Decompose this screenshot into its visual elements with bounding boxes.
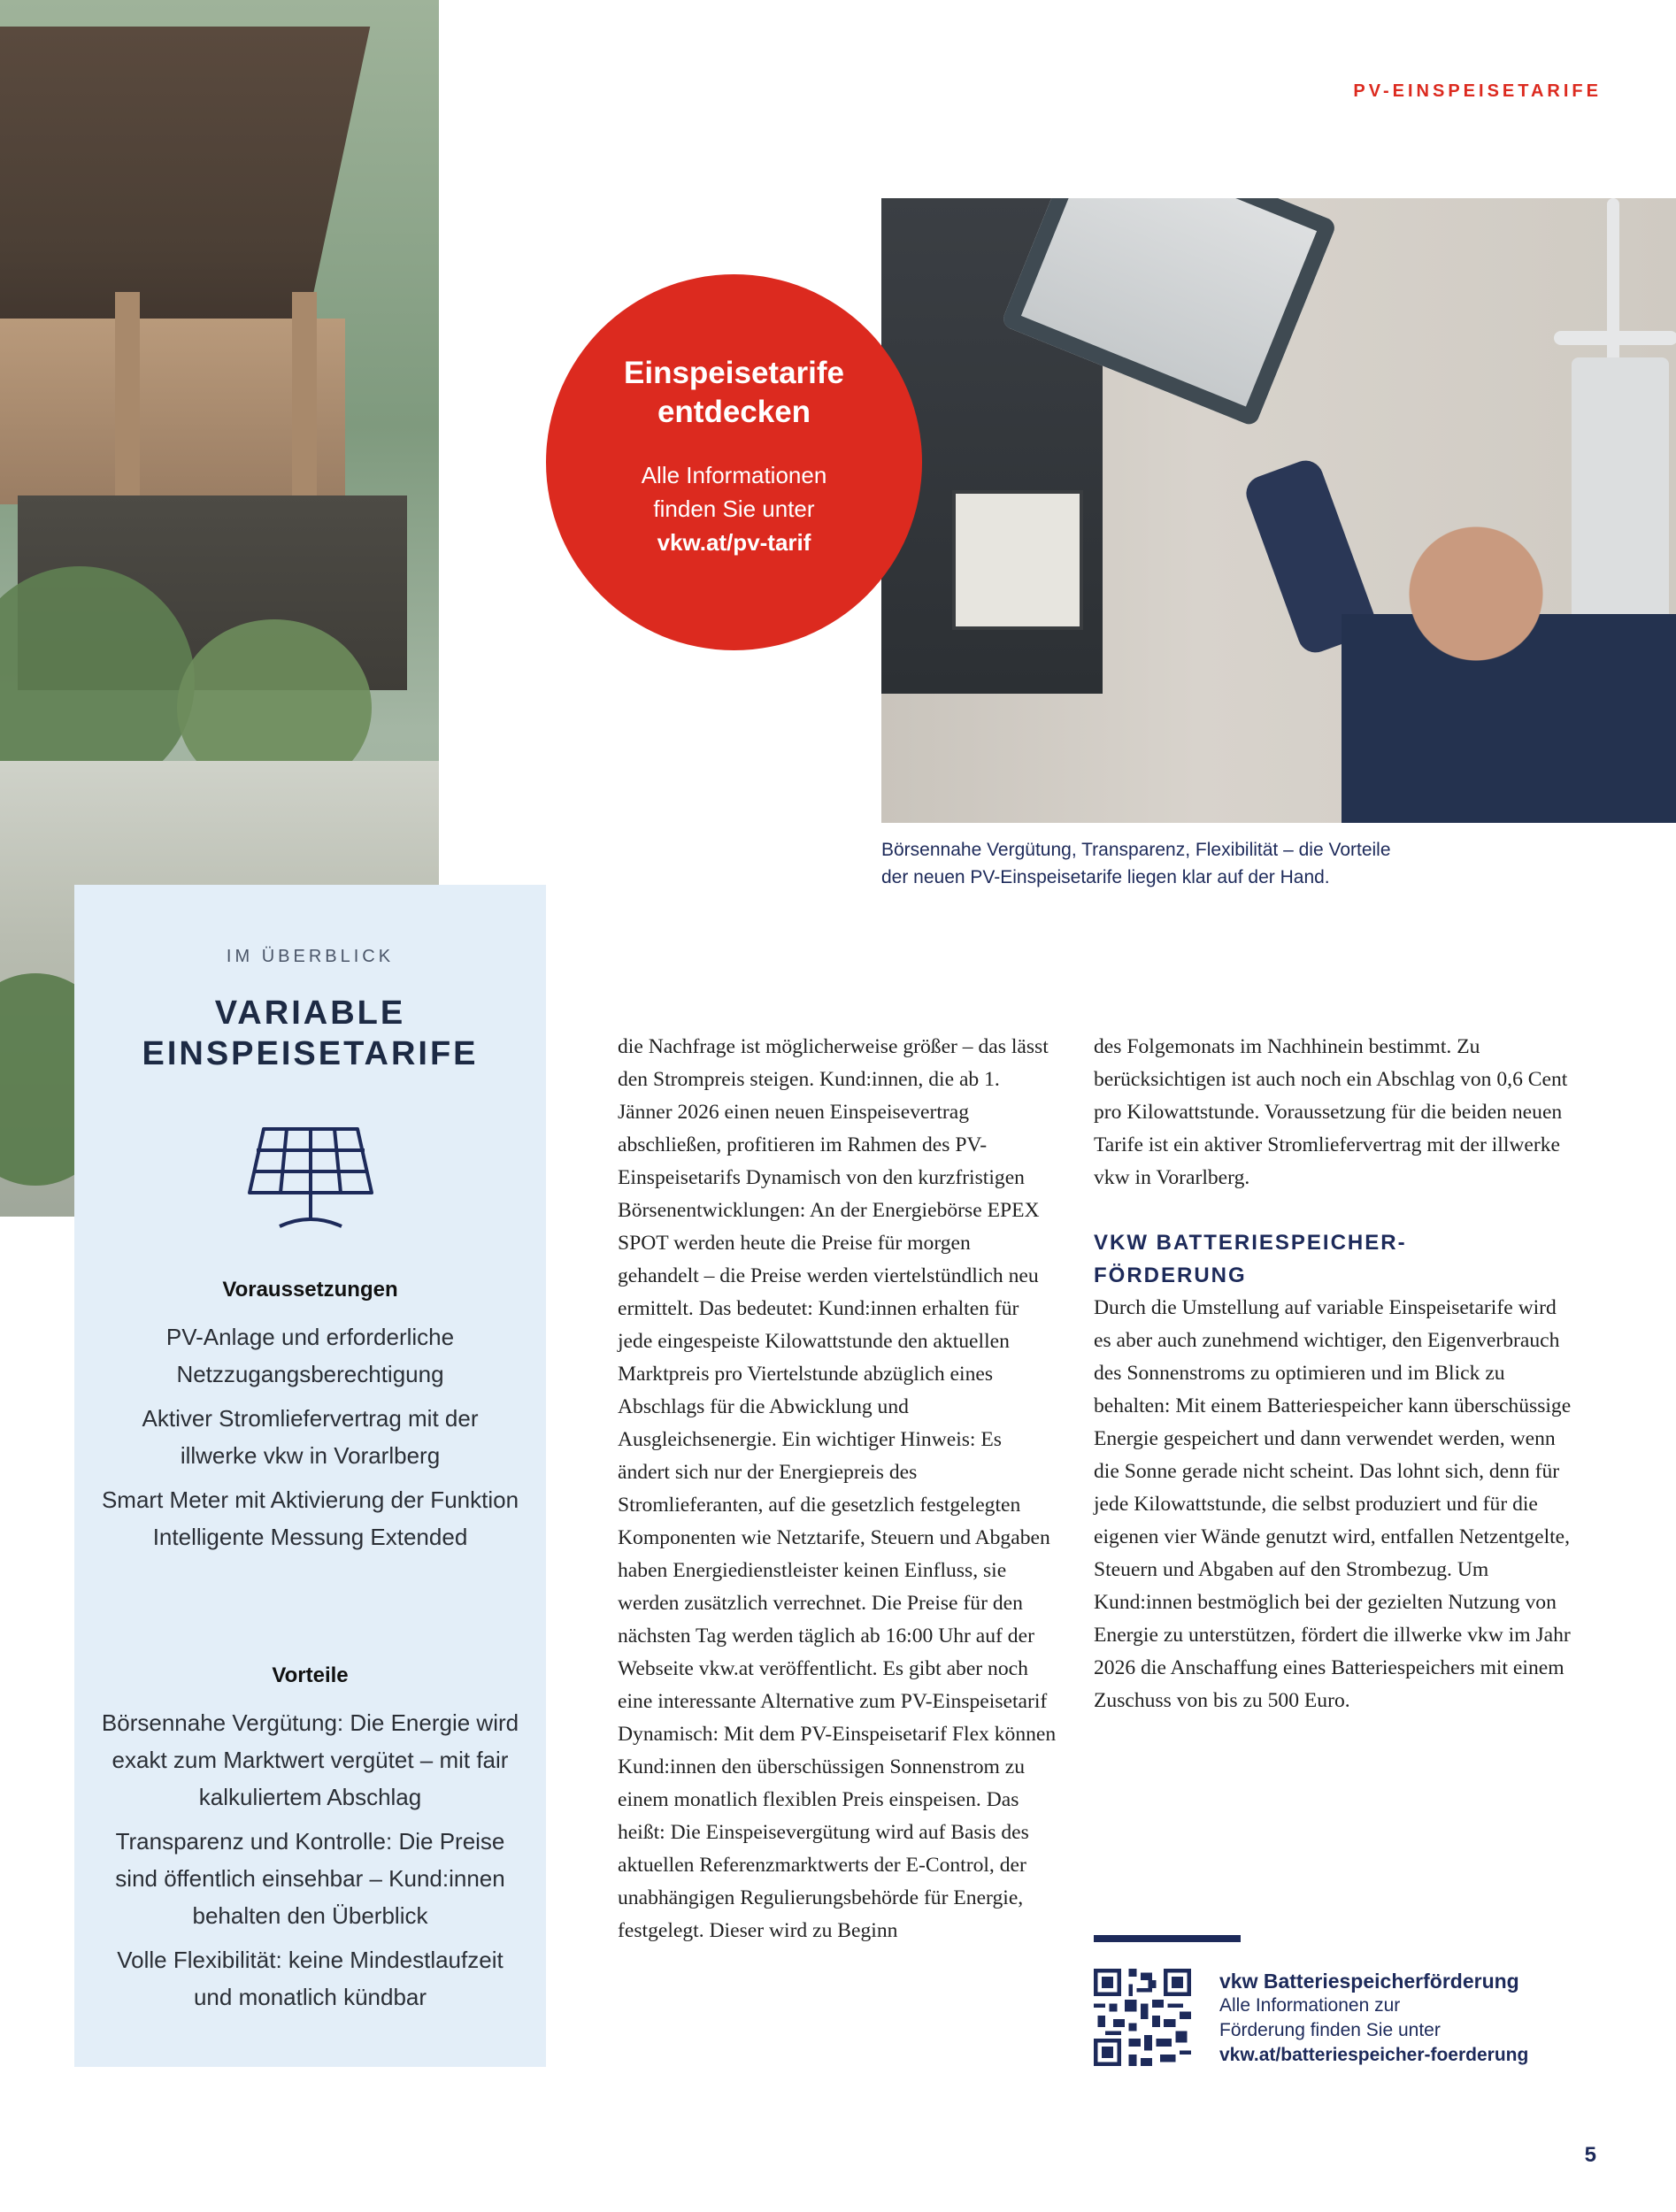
article-column-1 xyxy=(618,1031,1057,1947)
page-number: 5 xyxy=(1584,2143,1596,2167)
promo-title: Einspeisetarife entdecken xyxy=(624,356,844,429)
article-paragraph: Durch die Umstellung auf variable Einspeisetarife wird es aber auch zunehmend wichtiger, den Eigenverbrauch des Sonnenstroms zu optimieren und im Blick zu behalten: Mit einem Batteriespeicher kann überschüssige Energie gespeichert und dann verwendet werden, wenn die Sonne gerade nicht scheint. Das lohnt sich, denn für jede Kilowattstunde, die selbst produziert und für die eigenen vier Wände genutzt wird, entfallen Netzentgelte, Steuern und Abgaben auf den Strombezug. Um Kund:innen bestmöglich bei der gezielten Nutzung von Energie zu unterstützen, fördert die illwerke vkw im Jahr 2026 die Anschaffung eines Batteriespeichers mit einem Zuschuss von bis zu 500 Euro. xyxy=(1094,1296,1572,1712)
promo-link[interactable]: vkw.at/pv-tarif xyxy=(657,529,811,556)
divider-rule xyxy=(1094,1935,1241,1942)
section-label: PV-EINSPEISETARIFE xyxy=(1353,81,1602,101)
qr-info: vkw Batteriespeicherförderung Alle Informationen zur Förderung finden Sie unter vkw.at/batteriespeicher-foerderung xyxy=(1219,1969,1626,2068)
qr-code-icon[interactable] xyxy=(1094,1969,1191,2066)
promo-circle xyxy=(546,274,922,650)
battery-subhead: VKW BATTERIESPEICHER- FÖRDERUNG xyxy=(1094,1231,1407,1287)
requirement-item: Aktiver Stromliefervertrag mit der illwerke vkw in Vorarlberg xyxy=(142,1405,479,1469)
solar-panel-icon xyxy=(244,1124,377,1230)
qr-link[interactable]: vkw.at/batteriespeicher-foerderung xyxy=(1219,2045,1529,2065)
benefit-item: Börsennahe Vergütung: Die Energie wird exakt zum Marktwert vergütet – mit fair kalkuliertem Abschlag xyxy=(101,1709,519,1810)
article-paragraph: die Nachfrage ist möglicherweise größer – das lässt den Strompreis steigen. Kund:innen, die ab 1. Jänner 2026 einen neuen Einspeisevertrag abschließen, profitieren im Rahmen des PV-Einspeisetarifs Dynamisch von den kurzfristigen Börsenentwicklungen: An der Energiebörse EPEX SPOT werden heute die Preise für morgen gehandelt – die Preise werden viertelstündlich neu ermittelt. Das bedeutet: Kund:innen erhalten für jede eingespeiste Kilowattstunde den aktuellen Marktpreis pro Viertelstunde abzüglich eines Abschlags für die Abwicklung und Ausgleichsenergie. Ein wichtiger Hinweis: Es ändert sich nur der Energiepreis des Stromlieferanten, auf die gesetzlich festgelegten Komponenten wie Netztarife, Steuern und Abgaben haben Energiedienstleister keinen Einfluss, sie werden zusätzlich verrechnet. Die Preise für den nächsten Tag werden täglich ab 16:00 Uhr auf der Webseite vkw.at veröffentlicht. Es gibt aber noch eine interessante Alternative zum PV-Einspeisetarif Dynamisch: Mit dem PV-Einspeisetarif Flex können Kund:innen den überschüssigen Sonnenstrom zu einem monatlich flexiblen Preis einspeisen. Das heißt: Die Einspeisevergütung wird auf Basis des aktuellen Referenzmarktwerts der E-Control, der unabhängigen Regulierungsbehörde für Energie, festgelegt. Dieser wird zu Beginn xyxy=(618,1035,1057,1942)
benefit-item: Transparenz und Kontrolle: Die Preise sind öffentlich einsehbar – Kund:innen behalten den Überblick xyxy=(115,1828,505,1929)
overview-kicker: IM ÜBERBLICK xyxy=(226,947,395,966)
benefit-item: Volle Flexibilität: keine Mindestlaufzeit und monatlich kündbar xyxy=(117,1947,504,2010)
requirements-heading: Voraussetzungen xyxy=(222,1278,398,1302)
overview-title: VARIABLE EINSPEISETARIFE xyxy=(142,995,479,1072)
qr-title: vkw Batteriespeicherförderung xyxy=(1219,1970,1519,1993)
promo-text: Alle Informationen finden Sie unter vkw.at/pv-tarif xyxy=(581,458,887,559)
photo-caption: Börsennahe Vergütung, Transparenz, Flexibilität – die Vorteile der neuen PV-Einspeisetarife liegen klar auf der Hand. xyxy=(881,840,1391,887)
requirement-item: Smart Meter mit Aktivierung der Funktion Intelligente Messung Extended xyxy=(101,1486,519,1550)
requirement-item: PV-Anlage und erforderliche Netzzugangsberechtigung xyxy=(165,1324,455,1387)
overview-box xyxy=(74,885,546,2067)
benefits-heading: Vorteile xyxy=(272,1663,349,1687)
technician-photo xyxy=(881,198,1676,823)
article-paragraph: des Folgemonats im Nachhinein bestimmt. Zu berücksichtigen ist auch noch ein Abschlag von 0,6 Cent pro Kilowattstunde. Voraussetzung für die beiden neuen Tarife ist ein aktiver Stromliefervertrag mit der illwerke vkw in Vorarlberg. xyxy=(1094,1035,1568,1189)
article-column-2 xyxy=(1094,1031,1572,1717)
